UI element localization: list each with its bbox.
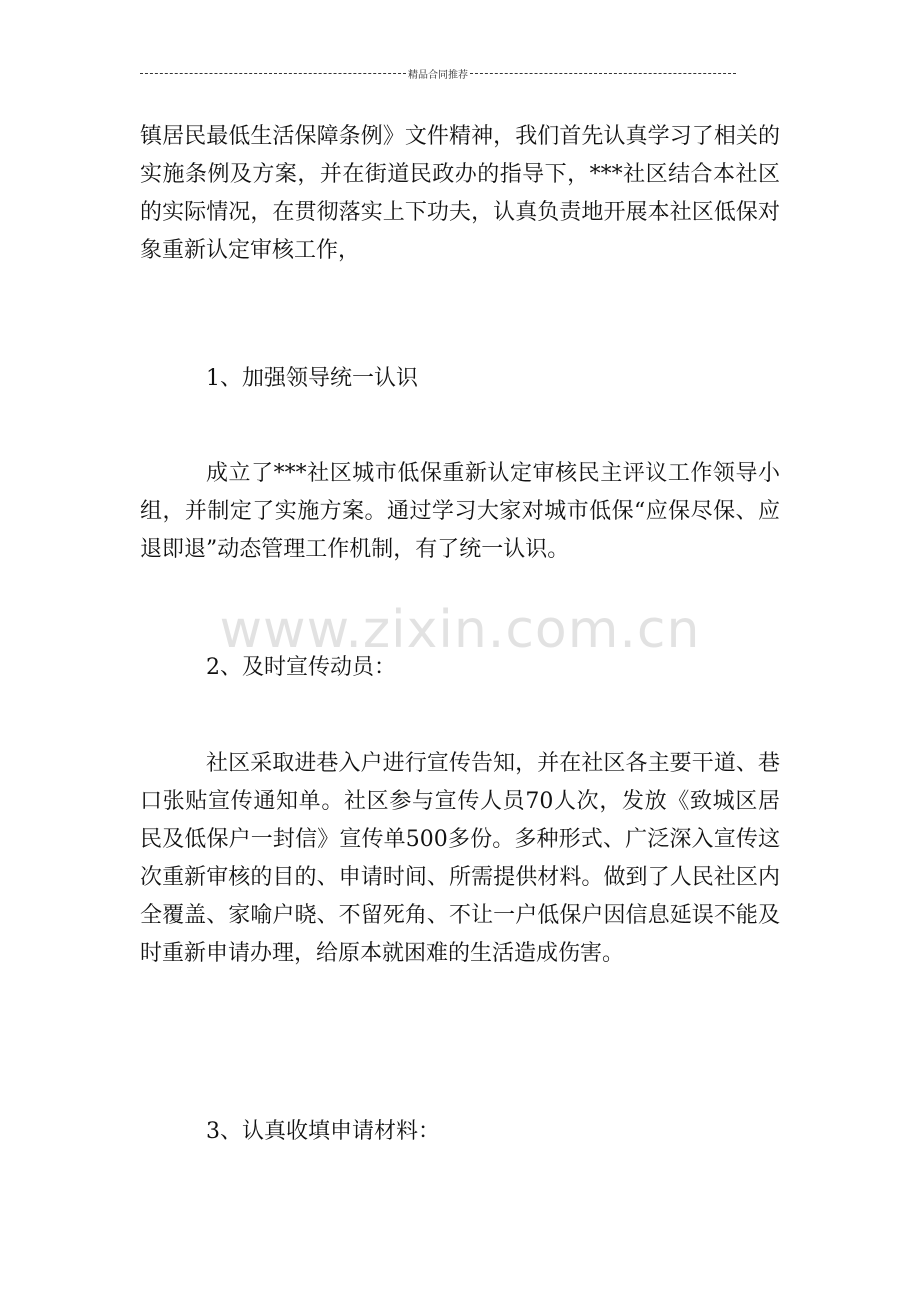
paragraph-intro: 镇居民最低生活保障条例》文件精神，我们首先认真学习了相关的实施条例及方案，并在街道民政办的指导下，***社区结合本社区的实际情况，在贯彻落实上下功夫，认真负责地开展本社区低保对象重新认定审核工作，: [140, 124, 780, 263]
header-dashed-rule-right: [470, 73, 736, 74]
paragraph-section-2: 社区采取进巷入户进行宣传告知，并在社区各主要干道、巷口张贴宣传通知单。社区参与宣传人员70人次，发放《致城区居民及低保户一封信》宣传单500多份。多种形式、广泛深入宣传这次重新审核的目的、申请时间、所需提供材料。做到了人民社区内全覆盖、家喻户晓、不留死角、不让一户低保户因信息延误不能及时重新申请办理，给原本就困难的生活造成伤害。: [140, 751, 780, 966]
section-heading-2: 2、及时宣传动员：: [206, 655, 396, 680]
paragraph-section-1: 成立了***社区城市低保重新认定审核民主评议工作领导小组，并制定了实施方案。通过学习大家对城市低保“应保尽保、应退即退”动态管理工作机制，有了统一认识。: [140, 461, 780, 562]
section-heading-1: 1、加强领导统一认识: [206, 366, 418, 391]
section-heading-3: 3、认真收填申请材料：: [206, 1119, 440, 1144]
header-label: 精品合同推荐: [408, 70, 468, 81]
watermark: www.zixin.com.cn: [219, 600, 701, 660]
page-header: [140, 66, 736, 81]
header-dashed-rule-left: [140, 73, 406, 74]
